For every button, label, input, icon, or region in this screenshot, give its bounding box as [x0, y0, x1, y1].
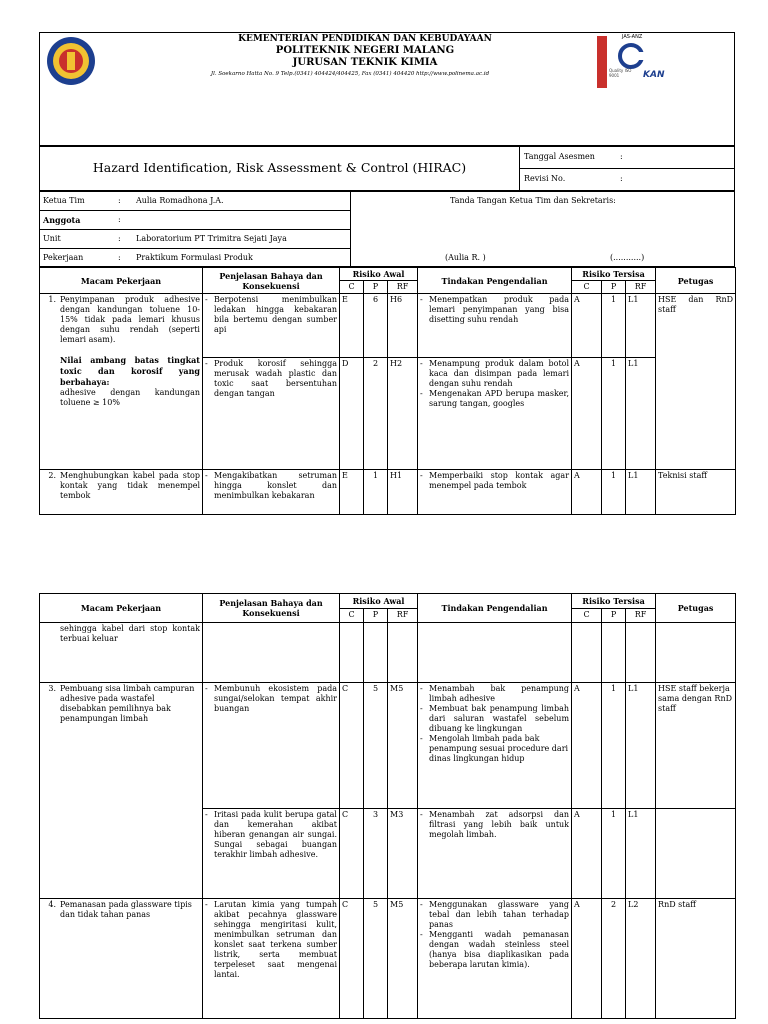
- bullet-dash: -: [205, 295, 208, 304]
- macam-cell: [40, 899, 203, 1019]
- c-value: A: [572, 294, 602, 358]
- c-value: E: [340, 470, 364, 515]
- macam-cell: [40, 683, 203, 899]
- col-risiko-tersisa: Risiko Tersisa: [572, 594, 656, 609]
- bullet-dash: -: [420, 810, 423, 819]
- hazard-text: Larutan kimia yang tumpah akibat pecahnya glassware sehingga mengiritasi kulit, menimbulkan setruman dan konslet saat terkena sumber listrik, serta membuat terpeleset saat mengenai lantai.: [214, 900, 337, 979]
- unit-value: Laboratorium PT Trimitra Sejati Jaya: [136, 234, 287, 243]
- tindakan-cell: [418, 294, 572, 358]
- bullet-dash: -: [420, 295, 423, 304]
- rf-value: H6: [388, 294, 418, 358]
- table-row: [40, 899, 736, 1019]
- col-c: C: [340, 609, 364, 623]
- unit-label: Unit: [43, 234, 61, 243]
- school-name: POLITEKNIK NEGERI MALANG: [275, 45, 455, 56]
- hazard-text: Iritasi pada kulit berupa gatal dan kemerahan akibat hiberan genangan air sungai. Sungai sebagai buangan terakhir limbah adhesive.: [214, 810, 337, 859]
- tindakan-text: Membuat bak penampung limbah dari saluran wastafel sebelum dibuang ke lingkungan: [429, 704, 570, 733]
- bullet-dash: -: [205, 900, 208, 909]
- hazard-text: Berpotensi menimbulkan ledakan hingga kebakaran bila bertemu dengan sumber api: [214, 295, 337, 334]
- c-value: C: [340, 899, 364, 1019]
- p-value: 5: [364, 683, 388, 809]
- hazard-cell: [203, 809, 340, 899]
- col-rf: RF: [626, 281, 656, 294]
- tindakan-cell: [418, 358, 572, 470]
- tindakan-text: Mengolah limbah pada bak penampung sesuai procedure dari dinas lingkungan hidup: [429, 734, 569, 763]
- col-petugas: Petugas: [656, 268, 736, 294]
- revisi-colon: :: [620, 174, 623, 183]
- col-penjelasan-bahaya: Penjelasan Bahaya dan Konsekuensi: [203, 268, 340, 294]
- bullet-dash: -: [205, 810, 208, 819]
- row-number: 2.: [48, 471, 56, 480]
- hazard-text: Membunuh ekosistem pada sungai/selokan tempat akhir buangan: [214, 684, 337, 713]
- macam-text: Menghubungkan kabel pada stop kontak yang tidak menempel tembok: [60, 471, 200, 500]
- rf-value: L1: [626, 294, 656, 358]
- ketua-value: Aulia Romadhona J.A.: [136, 196, 224, 205]
- pekerjaan-label: Pekerjaan: [43, 253, 84, 262]
- c-value: E: [340, 294, 364, 358]
- petugas-value: RnD staff: [656, 899, 736, 1019]
- info-divider: [39, 210, 351, 211]
- macam-cell: [40, 470, 203, 515]
- tindakan-cell: [418, 683, 572, 809]
- bullet-dash: -: [205, 471, 208, 480]
- tindakan-cell: [418, 899, 572, 1019]
- macam-continuation: sehingga kabel dari stop kontak terbuai keluar: [60, 624, 200, 643]
- info-colon: :: [118, 234, 121, 243]
- col-risiko-tersisa: Risiko Tersisa: [572, 268, 656, 281]
- c-value: D: [340, 358, 364, 470]
- bullet-dash: -: [205, 684, 208, 693]
- col-p: P: [364, 281, 388, 294]
- rf-value: M5: [388, 683, 418, 809]
- table-row: [40, 623, 736, 683]
- row-number: 1.: [48, 295, 56, 304]
- rf-value: M5: [388, 899, 418, 1019]
- tanggal-colon: :: [620, 152, 623, 161]
- c-value: A: [572, 899, 602, 1019]
- macam-text: Pemanasan pada glassware tipis dan tidak tahan panas: [60, 900, 192, 919]
- signature-label: Tanda Tangan Ketua Tim dan Sekretaris:: [450, 196, 616, 205]
- macam-cell: [40, 294, 203, 470]
- col-rf: RF: [388, 281, 418, 294]
- macam-text: Pembuang sisa limbah campuran adhesive pada wastafel disebabkan pemilihnya bak penampungan limbah: [60, 684, 195, 723]
- table-row: [40, 294, 736, 358]
- info-colon: :: [118, 196, 121, 205]
- cert-mid-text: Quality ISO 9001: [609, 68, 632, 78]
- col-petugas: Petugas: [656, 594, 736, 623]
- table-row: [40, 470, 736, 515]
- hirac-table-1: [39, 267, 736, 515]
- pekerjaan-value: Praktikum Formulasi Produk: [136, 253, 253, 262]
- col-c: C: [340, 281, 364, 294]
- p-value: 1: [364, 470, 388, 515]
- hazard-cell: [203, 294, 340, 358]
- hazard-text: Mengakibatkan setruman hingga konslet dan menimbulkan kebakaran: [214, 471, 337, 500]
- bullet-dash: -: [420, 734, 423, 743]
- col-macam-pekerjaan: Macam Pekerjaan: [40, 594, 203, 623]
- ketua-label: Ketua Tim: [43, 196, 85, 205]
- c-value: C: [340, 809, 364, 899]
- tindakan-cell: [418, 809, 572, 899]
- tindakan-text: Menampung produk dalam botol kaca dan disimpan pada lemari dengan suhu rendah: [429, 359, 570, 388]
- macam-threshold-value: adhesive dengan kandungan toluene ≥ 10%: [60, 388, 200, 407]
- col-penjelasan-bahaya: Penjelasan Bahaya dan Konsekuensi: [203, 594, 340, 623]
- col-risiko-awal: Risiko Awal: [340, 268, 418, 281]
- bullet-dash: -: [420, 359, 423, 368]
- p-value: 1: [602, 294, 626, 358]
- tindakan-cell: [418, 470, 572, 515]
- page-title: Hazard Identification, Risk Assessment & Control (HIRAC): [92, 160, 467, 175]
- col-tindakan: Tindakan Pengendalian: [418, 268, 572, 294]
- kan-logo-text: KAN: [643, 70, 665, 80]
- c-value: A: [572, 358, 602, 470]
- ministry-name: KEMENTERIAN PENDIDIKAN DAN KEBUDAYAAN: [238, 34, 492, 44]
- rf-value: L1: [626, 470, 656, 515]
- rf-value: L1: [626, 809, 656, 899]
- hazard-cell: [203, 683, 340, 809]
- rf-value: M3: [388, 809, 418, 899]
- p-value: 6: [364, 294, 388, 358]
- bullet-dash: -: [420, 684, 423, 693]
- petugas-value: HSE staff bekerja sama dengan RnD staff: [656, 683, 736, 809]
- macam-text: Penyimpanan produk adhesive dengan kandungan toluene 10-15% tidak pada lemari khusus dengan suhu rendah (seperti lemari asam).: [60, 295, 200, 344]
- rf-value: L2: [626, 899, 656, 1019]
- hazard-cell: [203, 358, 340, 470]
- macam-cell: [40, 623, 203, 683]
- p-value: 2: [364, 358, 388, 470]
- tindakan-text: Menambah bak penampung limbah adhesive: [429, 684, 570, 703]
- tanggal-label: Tanggal Asesmen: [524, 152, 595, 161]
- p-value: 1: [602, 683, 626, 809]
- p-value: 1: [602, 470, 626, 515]
- p-value: 3: [364, 809, 388, 899]
- p-value: 5: [364, 899, 388, 1019]
- info-colon: :: [118, 215, 121, 224]
- revisi-label: Revisi No.: [524, 174, 566, 183]
- bullet-dash: -: [420, 471, 423, 480]
- tindakan-text: Menempatkan produk pada lemari penyimpanan yang bisa disetting suhu rendah: [429, 295, 570, 324]
- certification-logo: [595, 34, 667, 90]
- hazard-cell: [203, 899, 340, 1019]
- c-value: C: [340, 683, 364, 809]
- tindakan-text: Memperbaiki stop kontak agar menempel pada tembok: [429, 471, 570, 490]
- rf-value: H2: [388, 358, 418, 470]
- tindakan-text: Mengganti wadah pemanasan dengan wadah steinless steel (hanya bisa diaplikasikan pada beberapa larutan kimia).: [429, 930, 570, 969]
- rf-value: L1: [626, 683, 656, 809]
- polinema-logo: [46, 34, 96, 88]
- p-value: 2: [602, 899, 626, 1019]
- macam-threshold-title: Nilai ambang batas tingkat toxic dan korosif yang berbahaya:: [60, 355, 200, 387]
- rf-value: H1: [388, 470, 418, 515]
- p-value: 1: [602, 358, 626, 470]
- info-divider: [39, 248, 351, 249]
- bullet-dash: -: [420, 389, 423, 398]
- anggota-label: Anggota: [43, 215, 81, 225]
- c-value: A: [572, 809, 602, 899]
- tindakan-text: Mengenakan APD berupa masker, sarung tangan, googles: [429, 389, 570, 408]
- col-p: P: [364, 609, 388, 623]
- table-row: [40, 683, 736, 809]
- tindakan-text: Menggunakan glassware yang tebal dan lebih tahan terhadap panas: [429, 900, 570, 929]
- col-c: C: [572, 281, 602, 294]
- hirac-table-2: [39, 593, 736, 1019]
- signature-sekretaris: (...........): [610, 253, 645, 262]
- info-divider: [39, 229, 351, 230]
- col-c: C: [572, 609, 602, 623]
- cert-top-text: JAS-ANZ: [622, 34, 643, 40]
- hazard-cell: [203, 470, 340, 515]
- col-tindakan: Tindakan Pengendalian: [418, 594, 572, 623]
- signature-ketua: (Aulia R. ): [445, 253, 486, 262]
- c-value: A: [572, 470, 602, 515]
- c-value: A: [572, 683, 602, 809]
- col-rf: RF: [388, 609, 418, 623]
- petugas-value: HSE dan RnD staff: [656, 294, 736, 470]
- bullet-dash: -: [205, 359, 208, 368]
- institution-address: Jl. Soekarno Hatta No. 9 Telp.(0341) 404424/404425, Fax (0341) 404420 http://www.polinema.ac.id: [210, 71, 490, 77]
- col-rf: RF: [626, 609, 656, 623]
- department-name: JURUSAN TEKNIK KIMIA: [292, 57, 438, 68]
- col-p: P: [602, 281, 626, 294]
- bullet-dash: -: [420, 900, 423, 909]
- hazard-text: Produk korosif sehingga merusak wadah plastic dan toxic saat bersentuhan dengan tangan: [214, 359, 337, 398]
- col-risiko-awal: Risiko Awal: [340, 594, 418, 609]
- info-colon: :: [118, 253, 121, 262]
- col-p: P: [602, 609, 626, 623]
- bullet-dash: -: [420, 930, 423, 939]
- col-macam-pekerjaan: Macam Pekerjaan: [40, 268, 203, 294]
- row-number: 4.: [48, 900, 56, 909]
- petugas-value: Teknisi staff: [656, 470, 736, 515]
- tindakan-text: Menambah zat adsorpsi dan filtrasi yang lebih baik untuk megolah limbah.: [429, 810, 570, 839]
- bullet-dash: -: [420, 704, 423, 713]
- row-number: 3.: [48, 684, 56, 693]
- p-value: 1: [602, 809, 626, 899]
- rf-value: L1: [626, 358, 656, 470]
